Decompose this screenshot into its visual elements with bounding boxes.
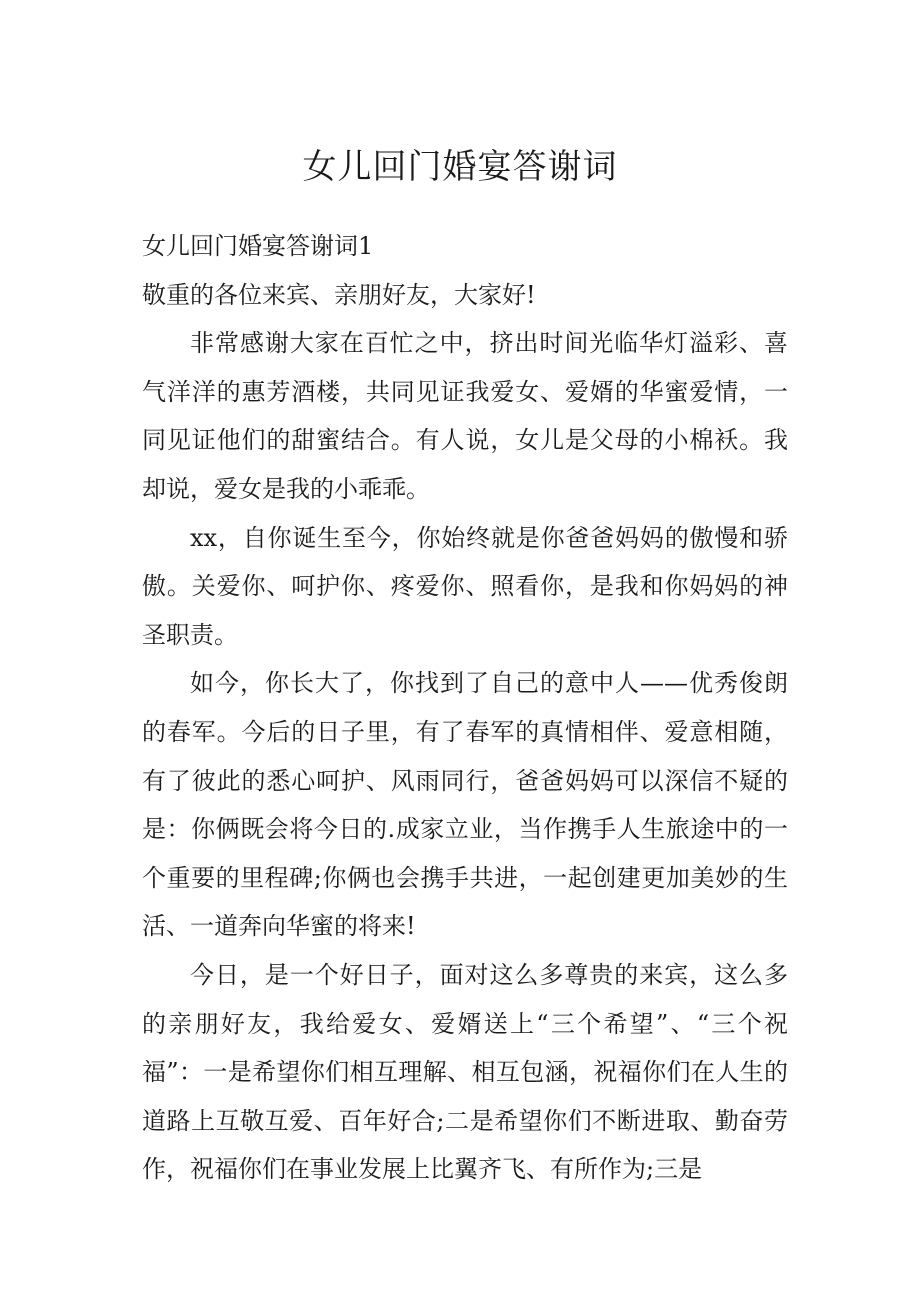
paragraph-1: 非常感谢大家在百忙之中，挤出时间光临华灯溢彩、喜气洋洋的惠芳酒楼，共同见证我爱女、爱婿的华蜜爱情，一同见证他们的甜蜜结合。有人说，女儿是父母的小棉袄。我却说，爱女是我的小乖乖。	[142, 329, 788, 503]
paragraph-3: 如今，你长大了，你找到了自己的意中人——优秀俊朗的春军。今后的日子里，有了春军的真情相伴、爱意相随，有了彼此的悉心呵护、风雨同行，爸爸妈妈可以深信不疑的是：你俩既会将今日的.成家立业，当作携手人生旅途中的一个重要的里程碑;你俩也会携手共进，一起创建更加美妙的生活、一道奔向华蜜的将来!	[142, 669, 788, 941]
paragraph-2: xx，自你诞生至今，你始终就是你爸爸妈妈的傲慢和骄傲。关爱你、呵护你、疼爱你、照看你，是我和你妈妈的神圣职责。	[142, 523, 788, 649]
salutation: 敬重的各位来宾、亲朋好友，大家好!	[142, 280, 536, 309]
section-heading: 女儿回门婚宴答谢词1	[142, 232, 374, 260]
paragraph-4: 今日，是一个好日子，面对这么多尊贵的来宾，这么多的亲朋好友，我给爱女、爱婿送上“三个希望”、“三个祝福”：一是希望你们相互理解、相互包涵，祝福你们在人生的道路上互敬互爱、百年好合;二是希望你们不断进取、勤奋劳作，祝福你们在事业发展上比翼齐飞、有所作为;三是	[142, 960, 788, 1184]
document-title: 女儿回门婚宴答谢词	[302, 147, 618, 187]
document-body	[142, 222, 788, 1194]
